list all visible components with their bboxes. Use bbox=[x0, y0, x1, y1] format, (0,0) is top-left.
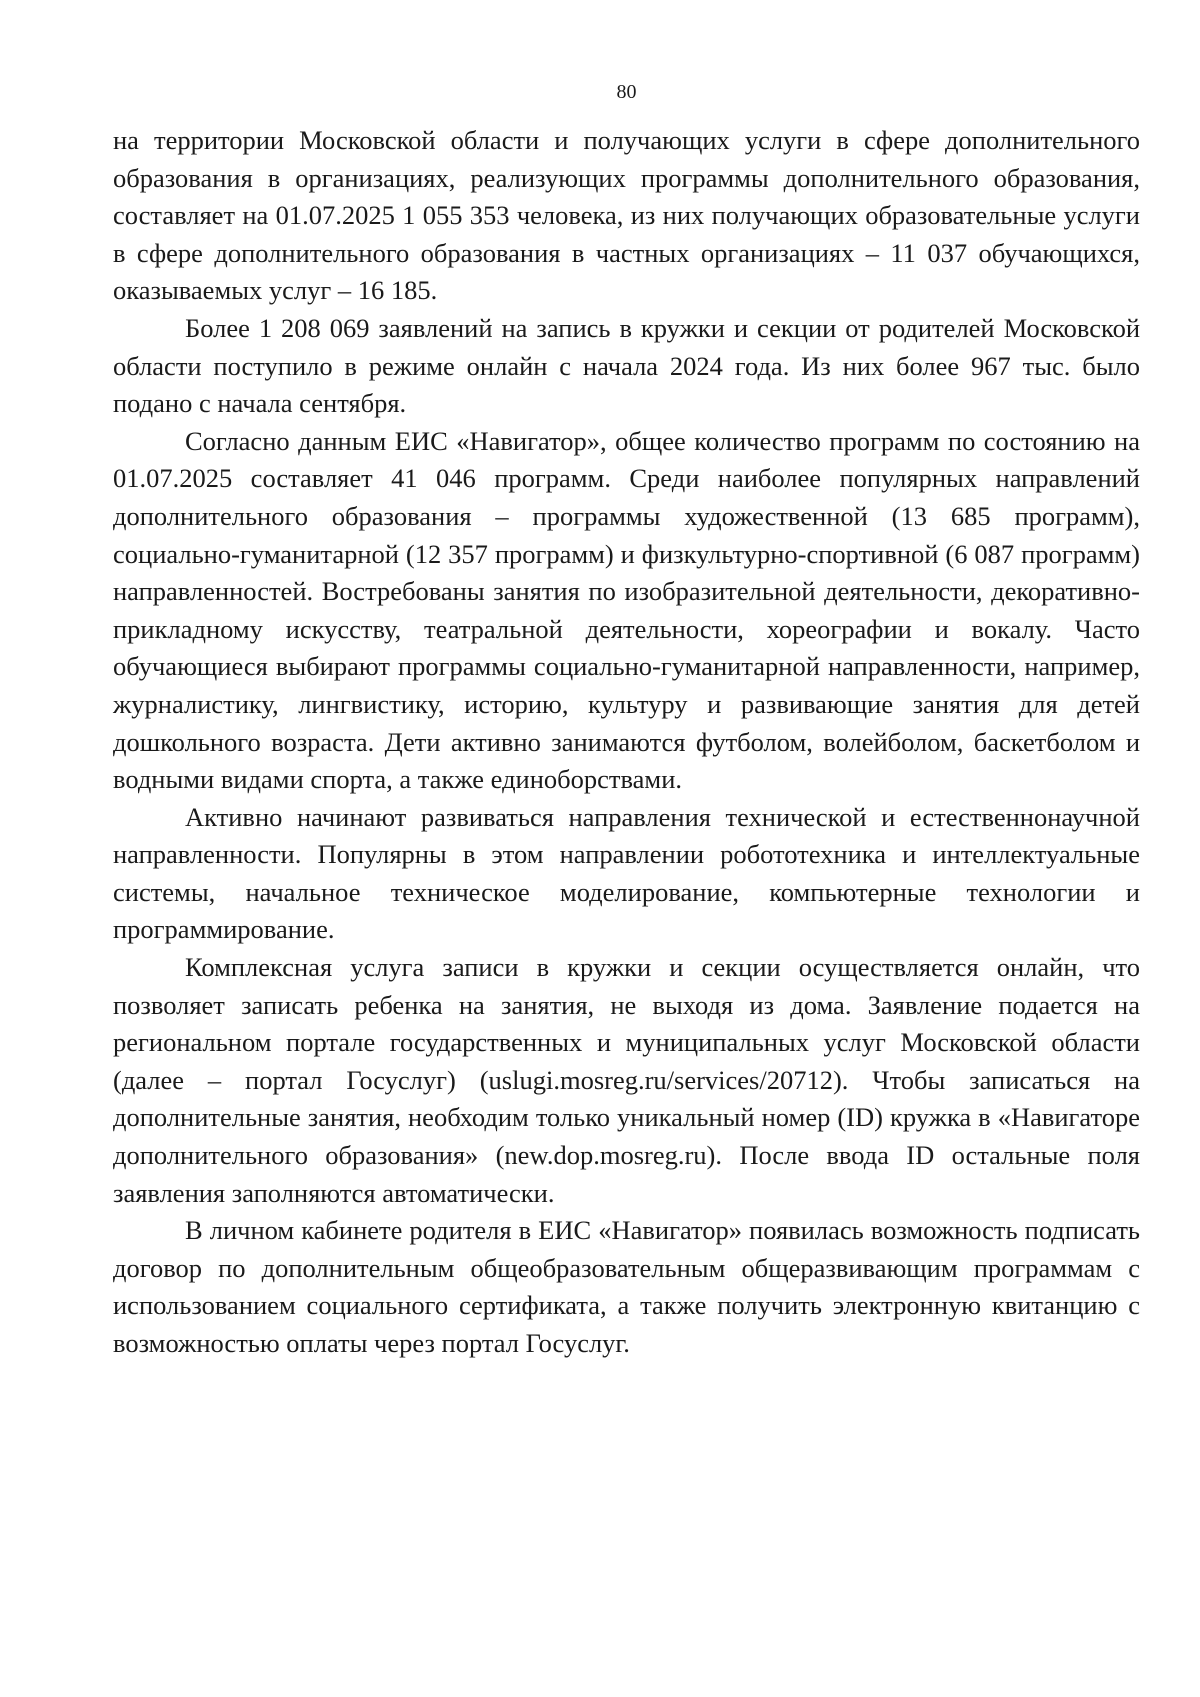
document-body bbox=[113, 122, 1140, 1363]
paragraph-programs: Согласно данным ЕИС «Навигатор», общее количество программ по состоянию на 01.07.2025 составляет 41 046 программ. Среди наиболее популярных направлений дополнительного образования – программы художественной (13 685 программ), социально-гуманитарной (12 357 программ) и физкультурно-спортивной (6 087 программ) направленностей. Востребованы занятия по изобразительной деятельности, декоративно-прикладному искусству, театральной деятельности, хореографии и вокалу. Часто обучающиеся выбирают программы социально-гуманитарной направленности, например, журналистику, лингвистику, историю, культуру и развивающие занятия для детей дошкольного возраста. Дети активно занимаются футболом, волейболом, баскетболом и водными видами спорта, а также единоборствами. bbox=[113, 425, 1140, 795]
paragraph-applications: Более 1 208 069 заявлений на запись в кружки и секции от родителей Московской области поступило в режиме онлайн с начала 2024 года. Из них более 967 тыс. было подано с начала сентября. bbox=[113, 312, 1140, 419]
paragraph-technical: Активно начинают развиваться направления технической и естественнонаучной направленности. Популярны в этом направлении робототехника и интеллектуальные системы, начальное техническое моделирование, компьютерные технологии и программирование. bbox=[113, 801, 1140, 945]
page-number: 80 bbox=[616, 81, 637, 103]
paragraph-parent-cabinet: В личном кабинете родителя в ЕИС «Навигатор» появилась возможность подписать договор по дополнительным общеобразовательным общеразвивающим программам с использованием социального сертификата, а также получить электронную квитанцию с возможностью оплаты через портал Госуслуг. bbox=[113, 1215, 1140, 1358]
paragraph-continued: на территории Московской области и получающих услуги в сфере дополнительного образования в организациях, реализующих программы дополнительного образования, составляет на 01.07.2025 1 055 353 человека, из них получающих образовательные услуги в сфере дополнительного образования в частных организациях – 11 037 обучающихся, оказываемых услуг – 16 185. bbox=[113, 125, 1140, 306]
paragraph-online-service: Комплексная услуга записи в кружки и секции осуществляется онлайн, что позволяет записать ребенка на занятия, не выходя из дома. Заявление подается на региональном портале государственных и муниципальных услуг Московской области (далее – портал Госуслуг) (uslugi.mosreg.ru/services/20712). Чтобы записаться на дополнительные занятия, необходим только уникальный номер (ID) кружка в «Навигаторе дополнительного образования» (new.dop.mosreg.ru). После ввода ID остальные поля заявления заполняются автоматически. bbox=[113, 952, 1140, 1208]
